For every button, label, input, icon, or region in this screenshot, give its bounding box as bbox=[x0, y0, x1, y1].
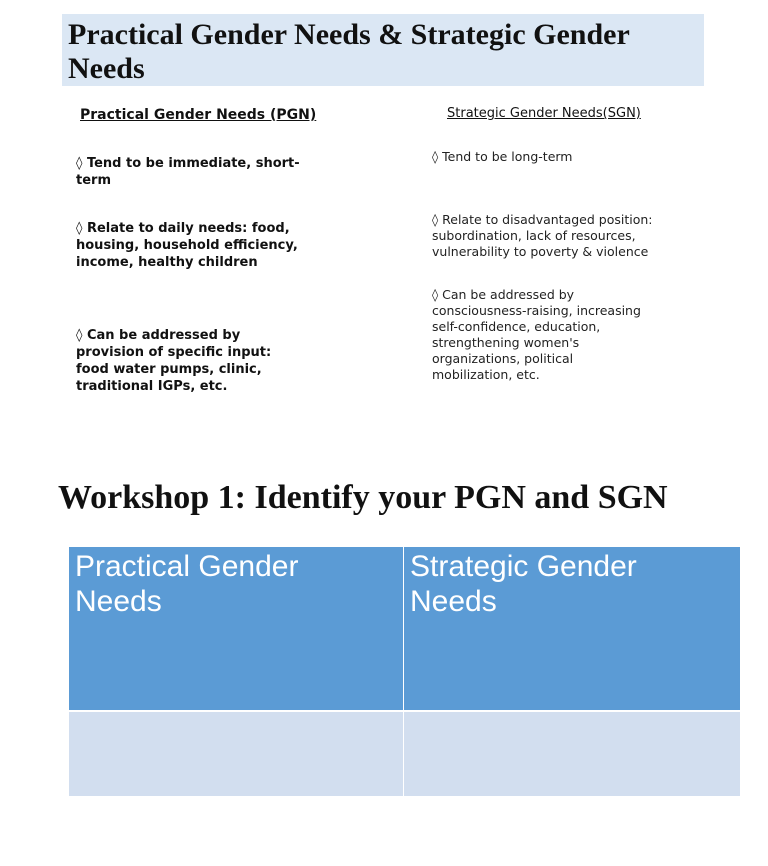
table-header-sgn: Strategic Gender Needs bbox=[404, 547, 740, 710]
sgn-bullet-addressed-by: ◊ Can be addressed by consciousness-raising, increasing self-confidence, education, strengthening women's organizations, political mobilization, etc. bbox=[432, 287, 641, 382]
pgn-bullet-daily-needs: ◊ Relate to daily needs: food, housing, household efficiency, income, healthy children bbox=[76, 221, 298, 270]
sgn-heading: Strategic Gender Needs(SGN) bbox=[447, 106, 641, 121]
slide-title: Practical Gender Needs & Strategic Gender Needs bbox=[62, 14, 704, 86]
sgn-bullet-disadvantaged: ◊ Relate to disadvantaged position: subordination, lack of resources, vulnerability to poverty & violence bbox=[432, 212, 653, 259]
workshop-table bbox=[69, 547, 740, 796]
pgn-bullet-immediate: ◊ Tend to be immediate, short- term bbox=[76, 156, 300, 188]
table-cell-pgn bbox=[69, 710, 404, 796]
pgn-heading: Practical Gender Needs (PGN) bbox=[80, 107, 317, 123]
sgn-bullet-long-term: ◊ Tend to be long-term bbox=[432, 149, 573, 164]
workshop-title: Workshop 1: Identify your PGN and SGN bbox=[58, 479, 668, 516]
table-cell-sgn bbox=[404, 710, 740, 796]
pgn-bullet-addressed-by: ◊ Can be addressed by provision of specific input: food water pumps, clinic, traditional IGPs, etc. bbox=[76, 328, 272, 394]
table-header-pgn: Practical Gender Needs bbox=[69, 547, 404, 710]
